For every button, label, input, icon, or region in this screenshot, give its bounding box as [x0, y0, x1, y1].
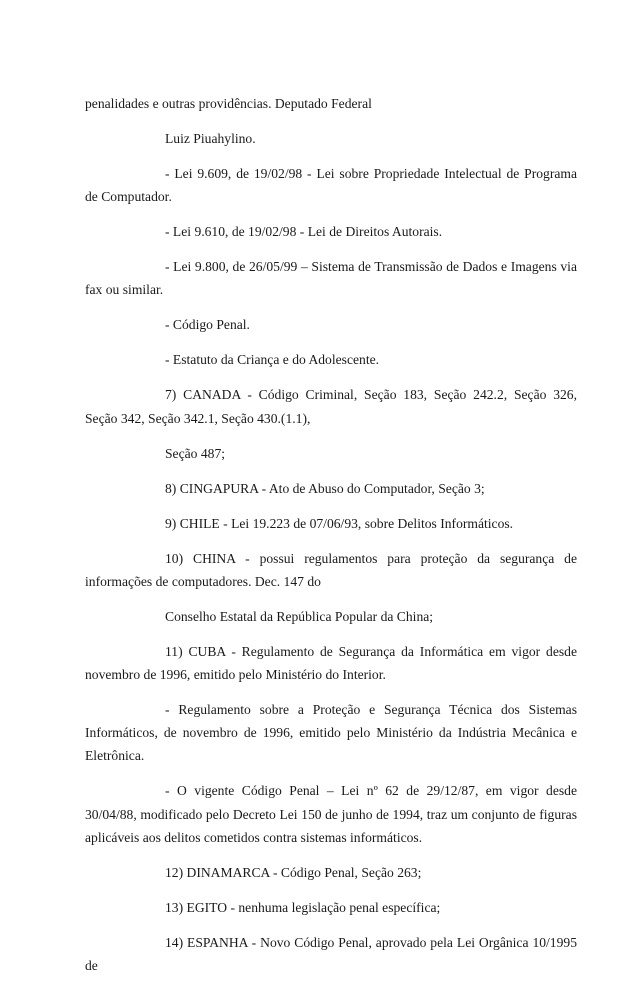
paragraph-lei-9609: - Lei 9.609, de 19/02/98 - Lei sobre Propriedade Intelectual de Programa de Computador.: [85, 166, 577, 205]
paragraph-dinamarca: 12) DINAMARCA - Código Penal, Seção 263;: [165, 864, 422, 880]
paragraph-continuation: penalidades e outras providências. Deputado Federal: [85, 96, 372, 111]
paragraph-egito: 13) EGITO - nenhuma legislação penal específica;: [165, 899, 441, 915]
paragraph-chile: 9) CHILE - Lei 19.223 de 07/06/93, sobre Delitos Informáticos.: [165, 515, 514, 531]
paragraph-china: 10) CHINA - possui regulamentos para proteção da segurança de informações de computadores. Dec. 147 do: [85, 550, 577, 589]
document-body: [85, 92, 577, 989]
paragraph-codigo-penal: - Código Penal.: [165, 317, 250, 333]
paragraph-author: Luiz Piuahylino.: [165, 131, 256, 146]
paragraph-estatuto: - Estatuto da Criança e do Adolescente.: [165, 352, 380, 368]
paragraph-espanha: 14) ESPANHA - Novo Código Penal, aprovado pela Lei Orgânica 10/1995 de: [85, 934, 577, 974]
paragraph-china-conselho: Conselho Estatal da República Popular da China;: [165, 608, 434, 624]
paragraph-cingapura: 8) CINGAPURA - Ato de Abuso do Computador, Seção 3;: [165, 480, 485, 496]
paragraph-lei-9800: - Lei 9.800, de 26/05/99 – Sistema de Transmissão de Dados e Imagens via fax ou similar.: [85, 259, 577, 298]
paragraph-lei-9610: - Lei 9.610, de 19/02/98 - Lei de Direitos Autorais.: [165, 224, 443, 240]
paragraph-cuba-codigo-penal: - O vigente Código Penal – Lei nº 62 de 29/12/87, em vigor desde 30/04/88, modificado pelo Decreto Lei 150 de junho de 1994, traz um conjunto de figuras aplicáveis aos delitos cometidos contra sistemas informáticos.: [85, 783, 577, 845]
paragraph-cuba-regulamento: - Regulamento sobre a Proteção e Segurança Técnica dos Sistemas Informáticos, de novembro de 1996, emitido pelo Ministério da Indústria Mecânica e Eletrônica.: [85, 702, 577, 764]
paragraph-cuba: 11) CUBA - Regulamento de Segurança da Informática em vigor desde novembro de 1996, emitido pelo Ministério do Interior.: [85, 643, 577, 683]
paragraph-canada: 7) CANADA - Código Criminal, Seção 183, Seção 242.2, Seção 326, Seção 342, Seção 342.1, Seção 430.(1.1),: [85, 387, 577, 426]
paragraph-canada-secao-487: Seção 487;: [165, 445, 226, 461]
